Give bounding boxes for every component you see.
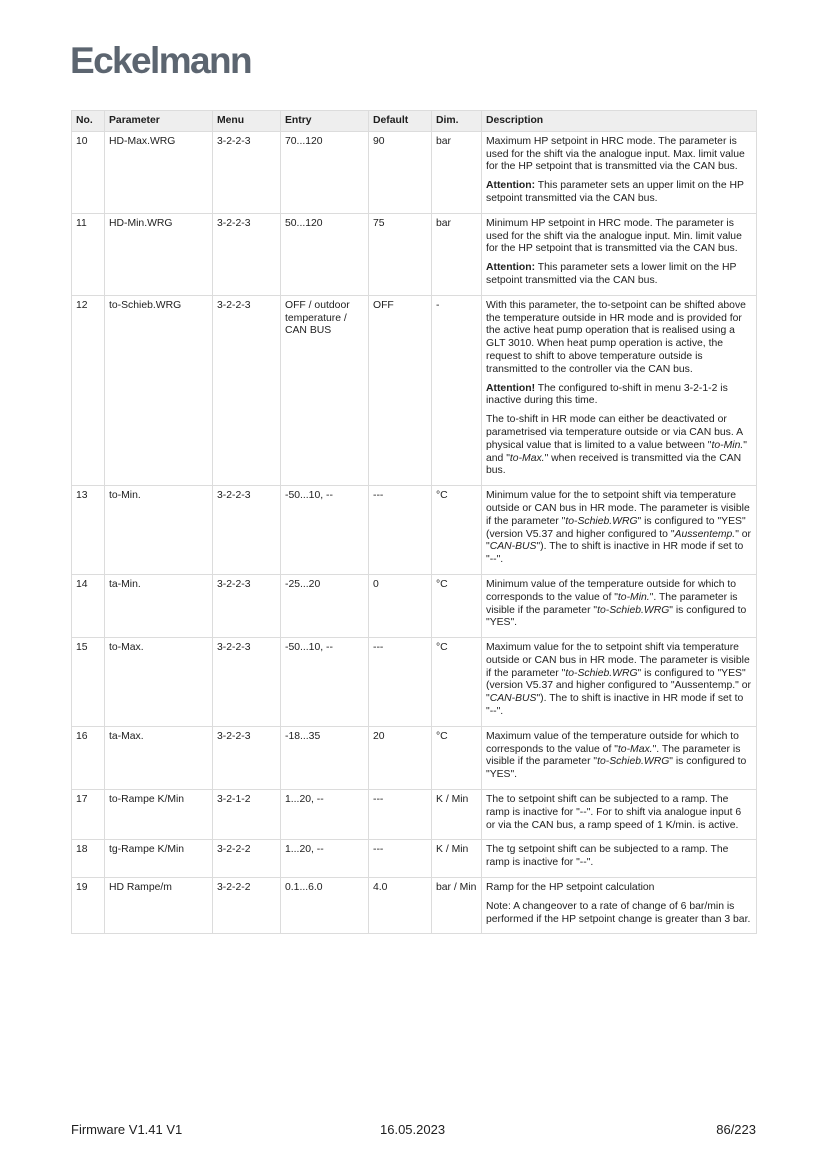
cell-entry: 1...20, -- xyxy=(281,790,369,840)
cell-dim: °C xyxy=(432,726,482,789)
cell-default: 4.0 xyxy=(369,878,432,934)
cell-menu: 3-2-1-2 xyxy=(213,790,281,840)
cell-description: Minimum value for the to setpoint shift via temperature outside or CAN bus in HR mode. The parameter is visible if the parameter "to-Schieb.WRG" is configured to "YES" (version V5.37 and higher configured to "Aussentemp." or "CAN-BUS"). The to shift is inactive in HR mode if set to "--". xyxy=(482,486,757,575)
cell-menu: 3-2-2-3 xyxy=(213,131,281,213)
cell-dim: bar xyxy=(432,131,482,213)
cell-dim: K / Min xyxy=(432,790,482,840)
cell-default: --- xyxy=(369,840,432,878)
cell-default: --- xyxy=(369,790,432,840)
cell-description: The to setpoint shift can be subjected to a ramp. The ramp is inactive for "--". For to shift via analogue input 6 or via the CAN bus, a ramp speed of 1 K/min. is active. xyxy=(482,790,757,840)
cell-parameter: to-Rampe K/Min xyxy=(105,790,213,840)
table-row xyxy=(72,726,757,789)
cell-no: 12 xyxy=(72,295,105,485)
cell-no: 14 xyxy=(72,574,105,637)
cell-description: Maximum value for the to setpoint shift via temperature outside or CAN bus in HR mode. The parameter is visible if the parameter "to-Schieb.WRG" is configured to "YES" (version V5.37 and higher configured to "Aussentemp." or "CAN-BUS"). The to shift is inactive in HR mode if set to "--". xyxy=(482,638,757,727)
cell-entry: -25...20 xyxy=(281,574,369,637)
eckelmann-logo: Eckelmann xyxy=(70,40,251,81)
cell-default: --- xyxy=(369,638,432,727)
column-header-no: No. xyxy=(72,111,105,132)
table-row xyxy=(72,638,757,727)
table-row xyxy=(72,131,757,213)
parameter-table xyxy=(71,110,757,934)
cell-menu: 3-2-2-3 xyxy=(213,726,281,789)
cell-no: 16 xyxy=(72,726,105,789)
cell-parameter: to-Schieb.WRG xyxy=(105,295,213,485)
table-row xyxy=(72,574,757,637)
cell-entry: -50...10, -- xyxy=(281,486,369,575)
cell-default: 0 xyxy=(369,574,432,637)
cell-dim: °C xyxy=(432,638,482,727)
cell-menu: 3-2-2-3 xyxy=(213,486,281,575)
column-header-parameter: Parameter xyxy=(105,111,213,132)
cell-default: 20 xyxy=(369,726,432,789)
cell-dim: bar xyxy=(432,213,482,295)
cell-description: Maximum HP setpoint in HRC mode. The parameter is used for the shift via the analogue input. Max. limit value for the HP setpoint that is transmitted via the CAN bus. Attention: This parameter sets an upper limit on the HP setpoint transmitted via the CAN bus. xyxy=(482,131,757,213)
footer-date: 16.05.2023 xyxy=(380,1122,446,1137)
footer-firmware: Firmware V1.41 V1 xyxy=(71,1122,183,1137)
table-header-row xyxy=(72,111,757,132)
cell-dim: bar / Min xyxy=(432,878,482,934)
table-row xyxy=(72,878,757,934)
cell-entry: 1...20, -- xyxy=(281,840,369,878)
cell-default: 75 xyxy=(369,213,432,295)
cell-entry: 50...120 xyxy=(281,213,369,295)
cell-menu: 3-2-2-2 xyxy=(213,840,281,878)
column-header-dim: Dim. xyxy=(432,111,482,132)
cell-entry: 70...120 xyxy=(281,131,369,213)
table-row xyxy=(72,213,757,295)
cell-entry: 0.1...6.0 xyxy=(281,878,369,934)
cell-menu: 3-2-2-2 xyxy=(213,878,281,934)
table-row xyxy=(72,295,757,485)
column-header-default: Default xyxy=(369,111,432,132)
cell-description: Ramp for the HP setpoint calculation Note: A changeover to a rate of change of 6 bar/min is performed if the HP setpoint change is greater than 3 bar. xyxy=(482,878,757,934)
cell-parameter: to-Max. xyxy=(105,638,213,727)
cell-no: 19 xyxy=(72,878,105,934)
cell-no: 17 xyxy=(72,790,105,840)
cell-description: The tg setpoint shift can be subjected to a ramp. The ramp is inactive for "--". xyxy=(482,840,757,878)
cell-menu: 3-2-2-3 xyxy=(213,295,281,485)
table-row xyxy=(72,840,757,878)
table-row xyxy=(72,790,757,840)
cell-no: 15 xyxy=(72,638,105,727)
cell-no: 10 xyxy=(72,131,105,213)
cell-dim: K / Min xyxy=(432,840,482,878)
cell-dim: - xyxy=(432,295,482,485)
cell-entry: -18...35 xyxy=(281,726,369,789)
cell-parameter: ta-Min. xyxy=(105,574,213,637)
cell-description: With this parameter, the to-setpoint can be shifted above the temperature outside in HR mode and is provided for the active heat pump operation that is realised using a GLT 3010. When heat pump operation is active, the request to shift to above temperature outside is transmitted to the controller via the CAN bus. Attention! The configured to-shift in menu 3-2-1-2 is inactive during this time. The to-shift in HR mode can either be deactivated or parametrised via temperature outside or via CAN bus. A physical value that is limited to a value between "to-Min." and "to-Max." when received is transmitted via the CAN bus. xyxy=(482,295,757,485)
column-header-entry: Entry xyxy=(281,111,369,132)
cell-parameter: HD-Max.WRG xyxy=(105,131,213,213)
cell-default: 90 xyxy=(369,131,432,213)
footer-page-number: 86/223 xyxy=(716,1122,756,1137)
cell-menu: 3-2-2-3 xyxy=(213,574,281,637)
cell-parameter: tg-Rampe K/Min xyxy=(105,840,213,878)
table-row xyxy=(72,486,757,575)
cell-dim: °C xyxy=(432,486,482,575)
cell-no: 13 xyxy=(72,486,105,575)
cell-parameter: to-Min. xyxy=(105,486,213,575)
cell-menu: 3-2-2-3 xyxy=(213,213,281,295)
cell-parameter: HD Rampe/m xyxy=(105,878,213,934)
table-body xyxy=(72,131,757,934)
cell-description: Minimum value of the temperature outside for which to corresponds to the value of "to-Min.". The parameter is visible if the parameter "to-Schieb.WRG" is configured to "YES". xyxy=(482,574,757,637)
cell-dim: °C xyxy=(432,574,482,637)
cell-description: Maximum value of the temperature outside for which to corresponds to the value of "to-Max.". The parameter is visible if the parameter "to-Schieb.WRG" is configured to "YES". xyxy=(482,726,757,789)
cell-default: --- xyxy=(369,486,432,575)
cell-description: Minimum HP setpoint in HRC mode. The parameter is used for the shift via the analogue input. Min. limit value for the HP setpoint that is transmitted via the CAN bus. Attention: This parameter sets a lower limit on the HP setpoint transmitted via the CAN bus. xyxy=(482,213,757,295)
cell-menu: 3-2-2-3 xyxy=(213,638,281,727)
cell-no: 11 xyxy=(72,213,105,295)
column-header-menu: Menu xyxy=(213,111,281,132)
cell-parameter: HD-Min.WRG xyxy=(105,213,213,295)
cell-default: OFF xyxy=(369,295,432,485)
cell-entry: OFF / outdoor temperature / CAN BUS xyxy=(281,295,369,485)
cell-no: 18 xyxy=(72,840,105,878)
cell-entry: -50...10, -- xyxy=(281,638,369,727)
column-header-description: Description xyxy=(482,111,757,132)
cell-parameter: ta-Max. xyxy=(105,726,213,789)
